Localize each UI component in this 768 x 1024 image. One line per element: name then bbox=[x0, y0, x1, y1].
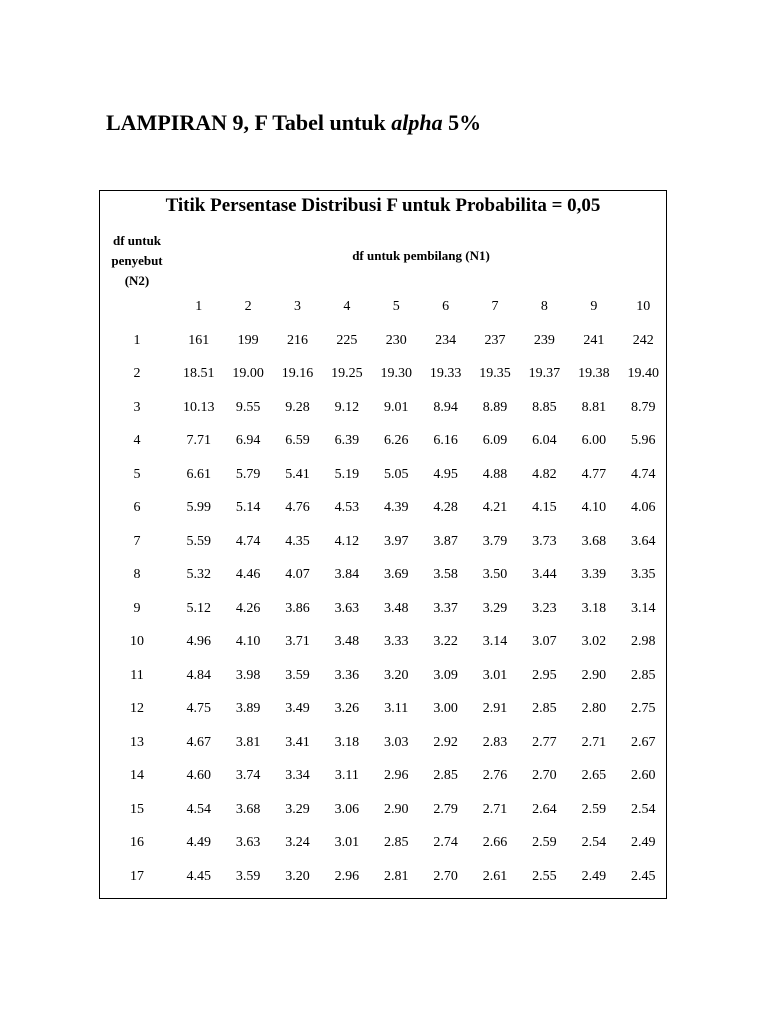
f-value-cell: 3.29 bbox=[285, 801, 310, 817]
f-value-cell: 3.01 bbox=[482, 667, 508, 683]
f-value-cell: 9.12 bbox=[334, 399, 360, 415]
f-value-cell: 19.30 bbox=[380, 366, 412, 382]
f-value-cell: 2.60 bbox=[631, 768, 656, 784]
f-value-cell: 199 bbox=[237, 332, 259, 348]
f-value-cell: 3.74 bbox=[235, 768, 261, 784]
f-value-cell: 5.59 bbox=[186, 533, 211, 549]
f-value-cell: 3.34 bbox=[285, 768, 310, 784]
table-row bbox=[100, 626, 668, 660]
f-value-cell: 4.75 bbox=[186, 701, 211, 717]
f-value-cell: 2.90 bbox=[384, 801, 409, 817]
f-value-cell: 3.97 bbox=[384, 533, 409, 549]
column-number-cell: 7 bbox=[491, 299, 499, 314]
row-df-cell: 15 bbox=[130, 801, 144, 817]
f-value-cell: 18.51 bbox=[182, 366, 215, 382]
f-value-cell: 4.88 bbox=[482, 466, 508, 482]
f-value-cell: 3.68 bbox=[235, 801, 261, 817]
f-value-cell: 3.20 bbox=[384, 667, 409, 683]
f-value-cell: 2.83 bbox=[482, 734, 508, 750]
f-value-cell: 237 bbox=[484, 332, 506, 348]
f-value-cell: 2.59 bbox=[581, 801, 607, 817]
f-value-cell: 6.00 bbox=[581, 433, 607, 449]
f-value-cell: 2.80 bbox=[581, 701, 607, 717]
f-value-cell: 8.89 bbox=[482, 399, 508, 415]
f-value-cell: 3.06 bbox=[334, 801, 360, 817]
f-value-cell: 2.49 bbox=[631, 835, 656, 851]
f-value-cell: 3.00 bbox=[433, 701, 458, 717]
f-value-cell: 2.85 bbox=[384, 835, 409, 851]
f-value-cell: 5.79 bbox=[235, 466, 261, 482]
row-header-label-line: penyebut bbox=[111, 253, 163, 268]
f-value-cell: 3.18 bbox=[581, 600, 607, 616]
f-value-cell: 161 bbox=[188, 332, 210, 348]
f-value-cell: 2.85 bbox=[532, 701, 557, 717]
f-value-cell: 4.74 bbox=[631, 466, 656, 482]
f-value-cell: 4.53 bbox=[334, 500, 360, 516]
column-number-row bbox=[100, 290, 668, 324]
f-value-cell: 3.64 bbox=[631, 533, 656, 549]
column-number-cell: 10 bbox=[636, 299, 651, 314]
f-value-cell: 2.66 bbox=[482, 835, 508, 851]
f-value-cell: 9.01 bbox=[384, 399, 409, 415]
f-value-cell: 3.41 bbox=[285, 734, 310, 750]
row-df-cell: 17 bbox=[130, 868, 144, 884]
f-value-cell: 4.35 bbox=[285, 533, 310, 549]
f-value-cell: 2.55 bbox=[532, 868, 557, 884]
page-title-italic: alpha bbox=[391, 110, 443, 135]
f-value-cell: 2.67 bbox=[631, 734, 656, 750]
table-row bbox=[100, 425, 668, 459]
f-value-cell: 3.63 bbox=[334, 600, 360, 616]
table-row bbox=[100, 659, 668, 693]
f-value-cell: 2.98 bbox=[631, 634, 656, 650]
row-df-cell: 2 bbox=[133, 366, 141, 382]
f-value-cell: 2.85 bbox=[631, 667, 656, 683]
f-value-cell: 2.70 bbox=[433, 868, 458, 884]
f-value-cell: 19.25 bbox=[331, 366, 363, 382]
f-value-cell: 3.24 bbox=[285, 835, 310, 851]
f-value-cell: 3.89 bbox=[235, 701, 261, 717]
row-df-cell: 10 bbox=[130, 634, 144, 650]
f-table-box bbox=[99, 190, 667, 899]
f-value-cell: 3.48 bbox=[384, 600, 409, 616]
f-value-cell: 3.44 bbox=[532, 567, 557, 583]
f-value-cell: 4.28 bbox=[433, 500, 458, 516]
table-row bbox=[100, 793, 668, 827]
f-value-cell: 3.50 bbox=[482, 567, 508, 583]
f-value-cell: 225 bbox=[336, 332, 358, 348]
f-table-body bbox=[100, 290, 668, 894]
table-row bbox=[100, 760, 668, 794]
table-row bbox=[100, 324, 668, 358]
row-df-cell: 3 bbox=[133, 399, 141, 415]
row-df-cell: 14 bbox=[130, 768, 144, 784]
column-number-cell: 8 bbox=[540, 299, 548, 314]
f-value-cell: 4.07 bbox=[285, 567, 310, 583]
row-df-cell: 12 bbox=[130, 701, 144, 717]
f-value-cell: 4.77 bbox=[581, 466, 607, 482]
f-value-cell: 241 bbox=[583, 332, 605, 348]
f-value-cell: 4.49 bbox=[186, 835, 211, 851]
f-value-cell: 3.63 bbox=[235, 835, 261, 851]
f-value-cell: 3.84 bbox=[334, 567, 360, 583]
f-value-cell: 2.54 bbox=[631, 801, 656, 817]
f-value-cell: 4.10 bbox=[235, 634, 261, 650]
f-value-cell: 5.19 bbox=[334, 466, 360, 482]
row-df-cell: 11 bbox=[130, 667, 144, 683]
f-value-cell: 3.87 bbox=[433, 533, 458, 549]
f-value-cell: 4.67 bbox=[186, 734, 211, 750]
table-row bbox=[100, 391, 668, 425]
f-value-cell: 4.15 bbox=[532, 500, 557, 516]
f-value-cell: 4.96 bbox=[186, 634, 211, 650]
row-df-cell: 6 bbox=[133, 500, 141, 516]
corner-cell bbox=[100, 290, 174, 324]
f-value-cell: 4.84 bbox=[186, 667, 211, 683]
f-value-cell: 5.14 bbox=[235, 500, 261, 516]
f-value-cell: 4.21 bbox=[482, 500, 508, 516]
f-value-cell: 2.79 bbox=[433, 801, 458, 817]
f-value-cell: 3.26 bbox=[334, 701, 360, 717]
f-value-cell: 5.99 bbox=[186, 500, 211, 516]
f-value-cell: 6.61 bbox=[186, 466, 211, 482]
f-value-cell: 4.82 bbox=[532, 466, 557, 482]
f-value-cell: 2.76 bbox=[482, 768, 508, 784]
row-df-cell: 13 bbox=[130, 734, 144, 750]
f-value-cell: 3.37 bbox=[433, 600, 458, 616]
f-value-cell: 19.00 bbox=[232, 366, 264, 382]
f-value-cell: 8.94 bbox=[433, 399, 458, 415]
f-value-cell: 8.81 bbox=[581, 399, 607, 415]
f-value-cell: 2.90 bbox=[581, 667, 607, 683]
f-value-cell: 5.96 bbox=[631, 433, 656, 449]
f-value-cell: 4.39 bbox=[384, 500, 409, 516]
f-value-cell: 4.12 bbox=[334, 533, 360, 549]
f-value-cell: 5.32 bbox=[186, 567, 211, 583]
f-value-cell: 2.96 bbox=[384, 768, 409, 784]
f-value-cell: 3.58 bbox=[433, 567, 458, 583]
f-value-cell: 6.94 bbox=[235, 433, 261, 449]
f-value-cell: 4.74 bbox=[235, 533, 261, 549]
f-value-cell: 3.59 bbox=[235, 868, 261, 884]
f-value-cell: 2.70 bbox=[532, 768, 557, 784]
column-number-cell: 5 bbox=[392, 299, 400, 314]
table-row bbox=[100, 726, 668, 760]
f-value-cell: 230 bbox=[385, 332, 407, 348]
f-table-grid bbox=[100, 290, 668, 894]
f-value-cell: 216 bbox=[286, 332, 308, 348]
table-row bbox=[100, 525, 668, 559]
table-row bbox=[100, 693, 668, 727]
f-value-cell: 3.33 bbox=[384, 634, 409, 650]
table-row bbox=[100, 458, 668, 492]
f-value-cell: 19.40 bbox=[627, 366, 659, 382]
table-row bbox=[100, 358, 668, 392]
f-value-cell: 10.13 bbox=[182, 399, 215, 415]
page-title bbox=[106, 110, 481, 136]
f-value-cell: 19.16 bbox=[281, 366, 314, 382]
f-value-cell: 3.36 bbox=[334, 667, 360, 683]
f-value-cell: 19.35 bbox=[479, 366, 511, 382]
f-value-cell: 3.59 bbox=[285, 667, 310, 683]
f-value-cell: 19.38 bbox=[578, 366, 610, 382]
f-value-cell: 3.14 bbox=[482, 634, 508, 650]
table-row bbox=[100, 559, 668, 593]
page-title-suffix: 5% bbox=[442, 110, 482, 135]
f-value-cell: 3.22 bbox=[433, 634, 458, 650]
f-value-cell: 3.02 bbox=[581, 634, 607, 650]
f-value-cell: 2.74 bbox=[433, 835, 458, 851]
table-row bbox=[100, 492, 668, 526]
row-df-cell: 5 bbox=[133, 466, 141, 482]
f-value-cell: 3.11 bbox=[384, 701, 409, 717]
row-df-cell: 1 bbox=[133, 332, 141, 348]
f-value-cell: 4.76 bbox=[285, 500, 310, 516]
row-df-cell: 7 bbox=[133, 533, 141, 549]
row-header-label-line: df untuk bbox=[112, 233, 162, 248]
f-value-cell: 4.60 bbox=[186, 768, 211, 784]
f-value-cell: 3.68 bbox=[581, 533, 607, 549]
f-value-cell: 3.35 bbox=[631, 567, 656, 583]
table-row bbox=[100, 827, 668, 861]
f-value-cell: 4.06 bbox=[631, 500, 656, 516]
column-number-cell: 4 bbox=[343, 299, 351, 314]
f-value-cell: 2.77 bbox=[532, 734, 557, 750]
f-value-cell: 2.95 bbox=[532, 667, 557, 683]
f-value-cell: 2.71 bbox=[581, 734, 607, 750]
f-value-cell: 6.04 bbox=[532, 433, 557, 449]
f-value-cell: 2.49 bbox=[581, 868, 607, 884]
f-value-cell: 3.98 bbox=[235, 667, 261, 683]
f-value-cell: 2.81 bbox=[384, 868, 409, 884]
f-value-cell: 7.71 bbox=[186, 433, 211, 449]
f-value-cell: 6.09 bbox=[482, 433, 508, 449]
table-title: Titik Persentase Distribusi F untuk Probabilita = 0,05 bbox=[165, 195, 601, 216]
f-value-cell: 4.45 bbox=[186, 868, 211, 884]
f-value-cell: 8.79 bbox=[631, 399, 656, 415]
f-value-cell: 9.55 bbox=[235, 399, 261, 415]
f-value-cell: 6.59 bbox=[285, 433, 310, 449]
f-value-cell: 3.03 bbox=[384, 734, 409, 750]
f-value-cell: 3.49 bbox=[285, 701, 310, 717]
f-value-cell: 4.54 bbox=[186, 801, 211, 817]
f-value-cell: 3.69 bbox=[384, 567, 409, 583]
f-value-cell: 3.23 bbox=[532, 600, 557, 616]
f-value-cell: 3.29 bbox=[482, 600, 508, 616]
f-value-cell: 6.39 bbox=[334, 433, 360, 449]
f-value-cell: 4.95 bbox=[433, 466, 458, 482]
row-df-cell: 9 bbox=[133, 600, 141, 616]
f-value-cell: 4.46 bbox=[235, 567, 261, 583]
row-header-label bbox=[100, 231, 174, 291]
column-number-cell: 3 bbox=[293, 299, 301, 314]
f-value-cell: 3.07 bbox=[532, 634, 557, 650]
f-value-cell: 2.85 bbox=[433, 768, 458, 784]
table-row bbox=[100, 860, 668, 894]
row-df-cell: 16 bbox=[130, 835, 144, 851]
f-value-cell: 2.71 bbox=[482, 801, 508, 817]
row-header-label-line: (N2) bbox=[124, 273, 150, 288]
f-value-cell: 3.79 bbox=[482, 533, 508, 549]
f-value-cell: 6.26 bbox=[384, 433, 409, 449]
f-value-cell: 4.10 bbox=[581, 500, 607, 516]
page-title-prefix: LAMPIRAN 9, F Tabel untuk bbox=[106, 110, 392, 135]
column-number-cell: 1 bbox=[195, 299, 203, 314]
f-value-cell: 3.71 bbox=[285, 634, 310, 650]
table-row bbox=[100, 592, 668, 626]
f-value-cell: 3.11 bbox=[334, 768, 359, 784]
f-value-cell: 3.18 bbox=[334, 734, 360, 750]
f-value-cell: 2.64 bbox=[532, 801, 557, 817]
f-value-cell: 2.61 bbox=[482, 868, 508, 884]
column-header-label: df untuk pembilang (N1) bbox=[352, 248, 490, 263]
column-number-cell: 2 bbox=[244, 299, 252, 314]
f-value-cell: 2.54 bbox=[581, 835, 607, 851]
f-value-cell: 2.45 bbox=[631, 868, 656, 884]
f-value-cell: 2.75 bbox=[631, 701, 656, 717]
f-value-cell: 8.85 bbox=[532, 399, 557, 415]
row-df-cell: 8 bbox=[133, 567, 141, 583]
f-value-cell: 5.05 bbox=[384, 466, 409, 482]
f-value-cell: 3.20 bbox=[285, 868, 310, 884]
f-value-cell: 3.09 bbox=[433, 667, 458, 683]
column-number-cell: 9 bbox=[590, 299, 598, 314]
f-value-cell: 3.81 bbox=[235, 734, 261, 750]
f-value-cell: 9.28 bbox=[285, 399, 310, 415]
f-value-cell: 5.41 bbox=[285, 466, 310, 482]
f-value-cell: 3.86 bbox=[285, 600, 310, 616]
f-value-cell: 2.65 bbox=[581, 768, 607, 784]
f-value-cell: 2.92 bbox=[433, 734, 458, 750]
column-number-cell: 6 bbox=[442, 299, 450, 314]
f-value-cell: 3.73 bbox=[532, 533, 557, 549]
f-value-cell: 4.26 bbox=[235, 600, 261, 616]
f-value-cell: 3.39 bbox=[581, 567, 607, 583]
f-value-cell: 6.16 bbox=[433, 433, 458, 449]
f-value-cell: 2.96 bbox=[334, 868, 360, 884]
f-value-cell: 234 bbox=[435, 332, 457, 348]
f-value-cell: 2.91 bbox=[482, 701, 508, 717]
row-df-cell: 4 bbox=[133, 433, 141, 449]
f-value-cell: 5.12 bbox=[186, 600, 211, 616]
f-value-cell: 242 bbox=[632, 332, 654, 348]
f-value-cell: 239 bbox=[533, 332, 555, 348]
f-value-cell: 3.14 bbox=[631, 600, 656, 616]
f-value-cell: 2.59 bbox=[532, 835, 557, 851]
f-value-cell: 3.01 bbox=[334, 835, 360, 851]
f-value-cell: 19.33 bbox=[429, 366, 462, 382]
f-value-cell: 3.48 bbox=[334, 634, 360, 650]
f-value-cell: 19.37 bbox=[528, 366, 561, 382]
